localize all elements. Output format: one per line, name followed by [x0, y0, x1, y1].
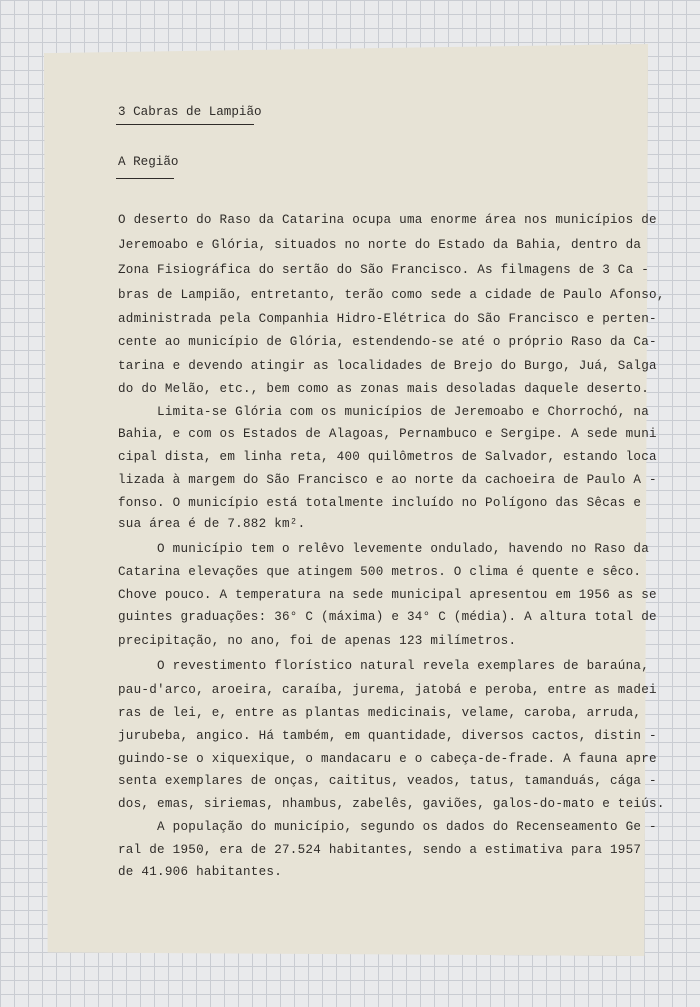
text-line: guintes graduações: 36° C (máxima) e 34° C (média). A altura total de: [118, 610, 657, 624]
text-line: Bahia, e com os Estados de Alagoas, Pernambuco e Sergipe. A sede muni: [118, 427, 657, 441]
text-line: lizada à margem do São Francisco e ao norte da cachoeira de Paulo A -: [118, 473, 657, 487]
text-line: tarina e devendo atingir as localidades de Brejo do Burgo, Juá, Salga: [118, 359, 657, 373]
text-line: ras de lei, e, entre as plantas medicinais, velame, caroba, arruda,: [118, 706, 642, 720]
title-underline: [116, 124, 254, 125]
text-line: jurubeba, angico. Há também, em quantidade, diversos cactos, distin -: [118, 729, 657, 743]
text-line: ral de 1950, era de 27.524 habitantes, sendo a estimativa para 1957: [118, 843, 642, 857]
text-line: O deserto do Raso da Catarina ocupa uma enorme área nos municípios de: [118, 213, 657, 227]
text-line: dos, emas, siriemas, nhambus, zabelês, gaviões, galos-do-mato e teiús.: [118, 797, 665, 811]
document-title: 3 Cabras de Lampião: [118, 105, 262, 119]
text-line: guindo-se o xiquexique, o mandacaru e o cabeça-de-frade. A fauna apre: [118, 752, 657, 766]
text-line: Jeremoabo e Glória, situados no norte do Estado da Bahia, dentro da: [118, 238, 642, 252]
text-line: A população do município, segundo os dados do Recenseamento Ge -: [118, 820, 657, 834]
text-line: administrada pela Companhia Hidro-Elétrica do São Francisco e perten-: [118, 312, 657, 326]
text-line: fonso. O município está totalmente incluído no Polígono das Sêcas e: [118, 496, 642, 510]
text-line: sua área é de 7.882 km².: [118, 517, 306, 531]
text-line: Zona Fisiográfica do sertão do São Francisco. As filmagens de 3 Ca -: [118, 263, 650, 277]
text-line: Catarina elevações que atingem 500 metros. O clima é quente e sêco.: [118, 565, 642, 579]
section-heading: A Região: [118, 155, 179, 169]
text-line: O revestimento florístico natural revela exemplares de baraúna,: [118, 659, 650, 673]
text-line: cipal dista, em linha reta, 400 quilômetros de Salvador, estando loca: [118, 450, 657, 464]
section-underline: [116, 178, 174, 179]
text-line: O município tem o relêvo levemente ondulado, havendo no Raso da: [118, 542, 650, 556]
text-line: cente ao município de Glória, estendendo-se até o próprio Raso da Ca-: [118, 335, 657, 349]
text-line: pau-d'arco, aroeira, caraíba, jurema, jatobá e peroba, entre as madei: [118, 683, 657, 697]
text-line: Chove pouco. A temperatura na sede municipal apresentou em 1956 as se: [118, 588, 657, 602]
text-line: bras de Lampião, entretanto, terão como sede a cidade de Paulo Afonso,: [118, 288, 665, 302]
text-line: senta exemplares de onças, caititus, veados, tatus, tamanduás, cága -: [118, 774, 657, 788]
text-line: do do Melão, etc., bem como as zonas mais desoladas daquele deserto.: [118, 382, 650, 396]
text-line: Limita-se Glória com os municípios de Jeremoabo e Chorrochó, na: [118, 405, 650, 419]
text-line: de 41.906 habitantes.: [118, 865, 282, 879]
text-line: precipitação, no ano, foi de apenas 123 milímetros.: [118, 634, 517, 648]
